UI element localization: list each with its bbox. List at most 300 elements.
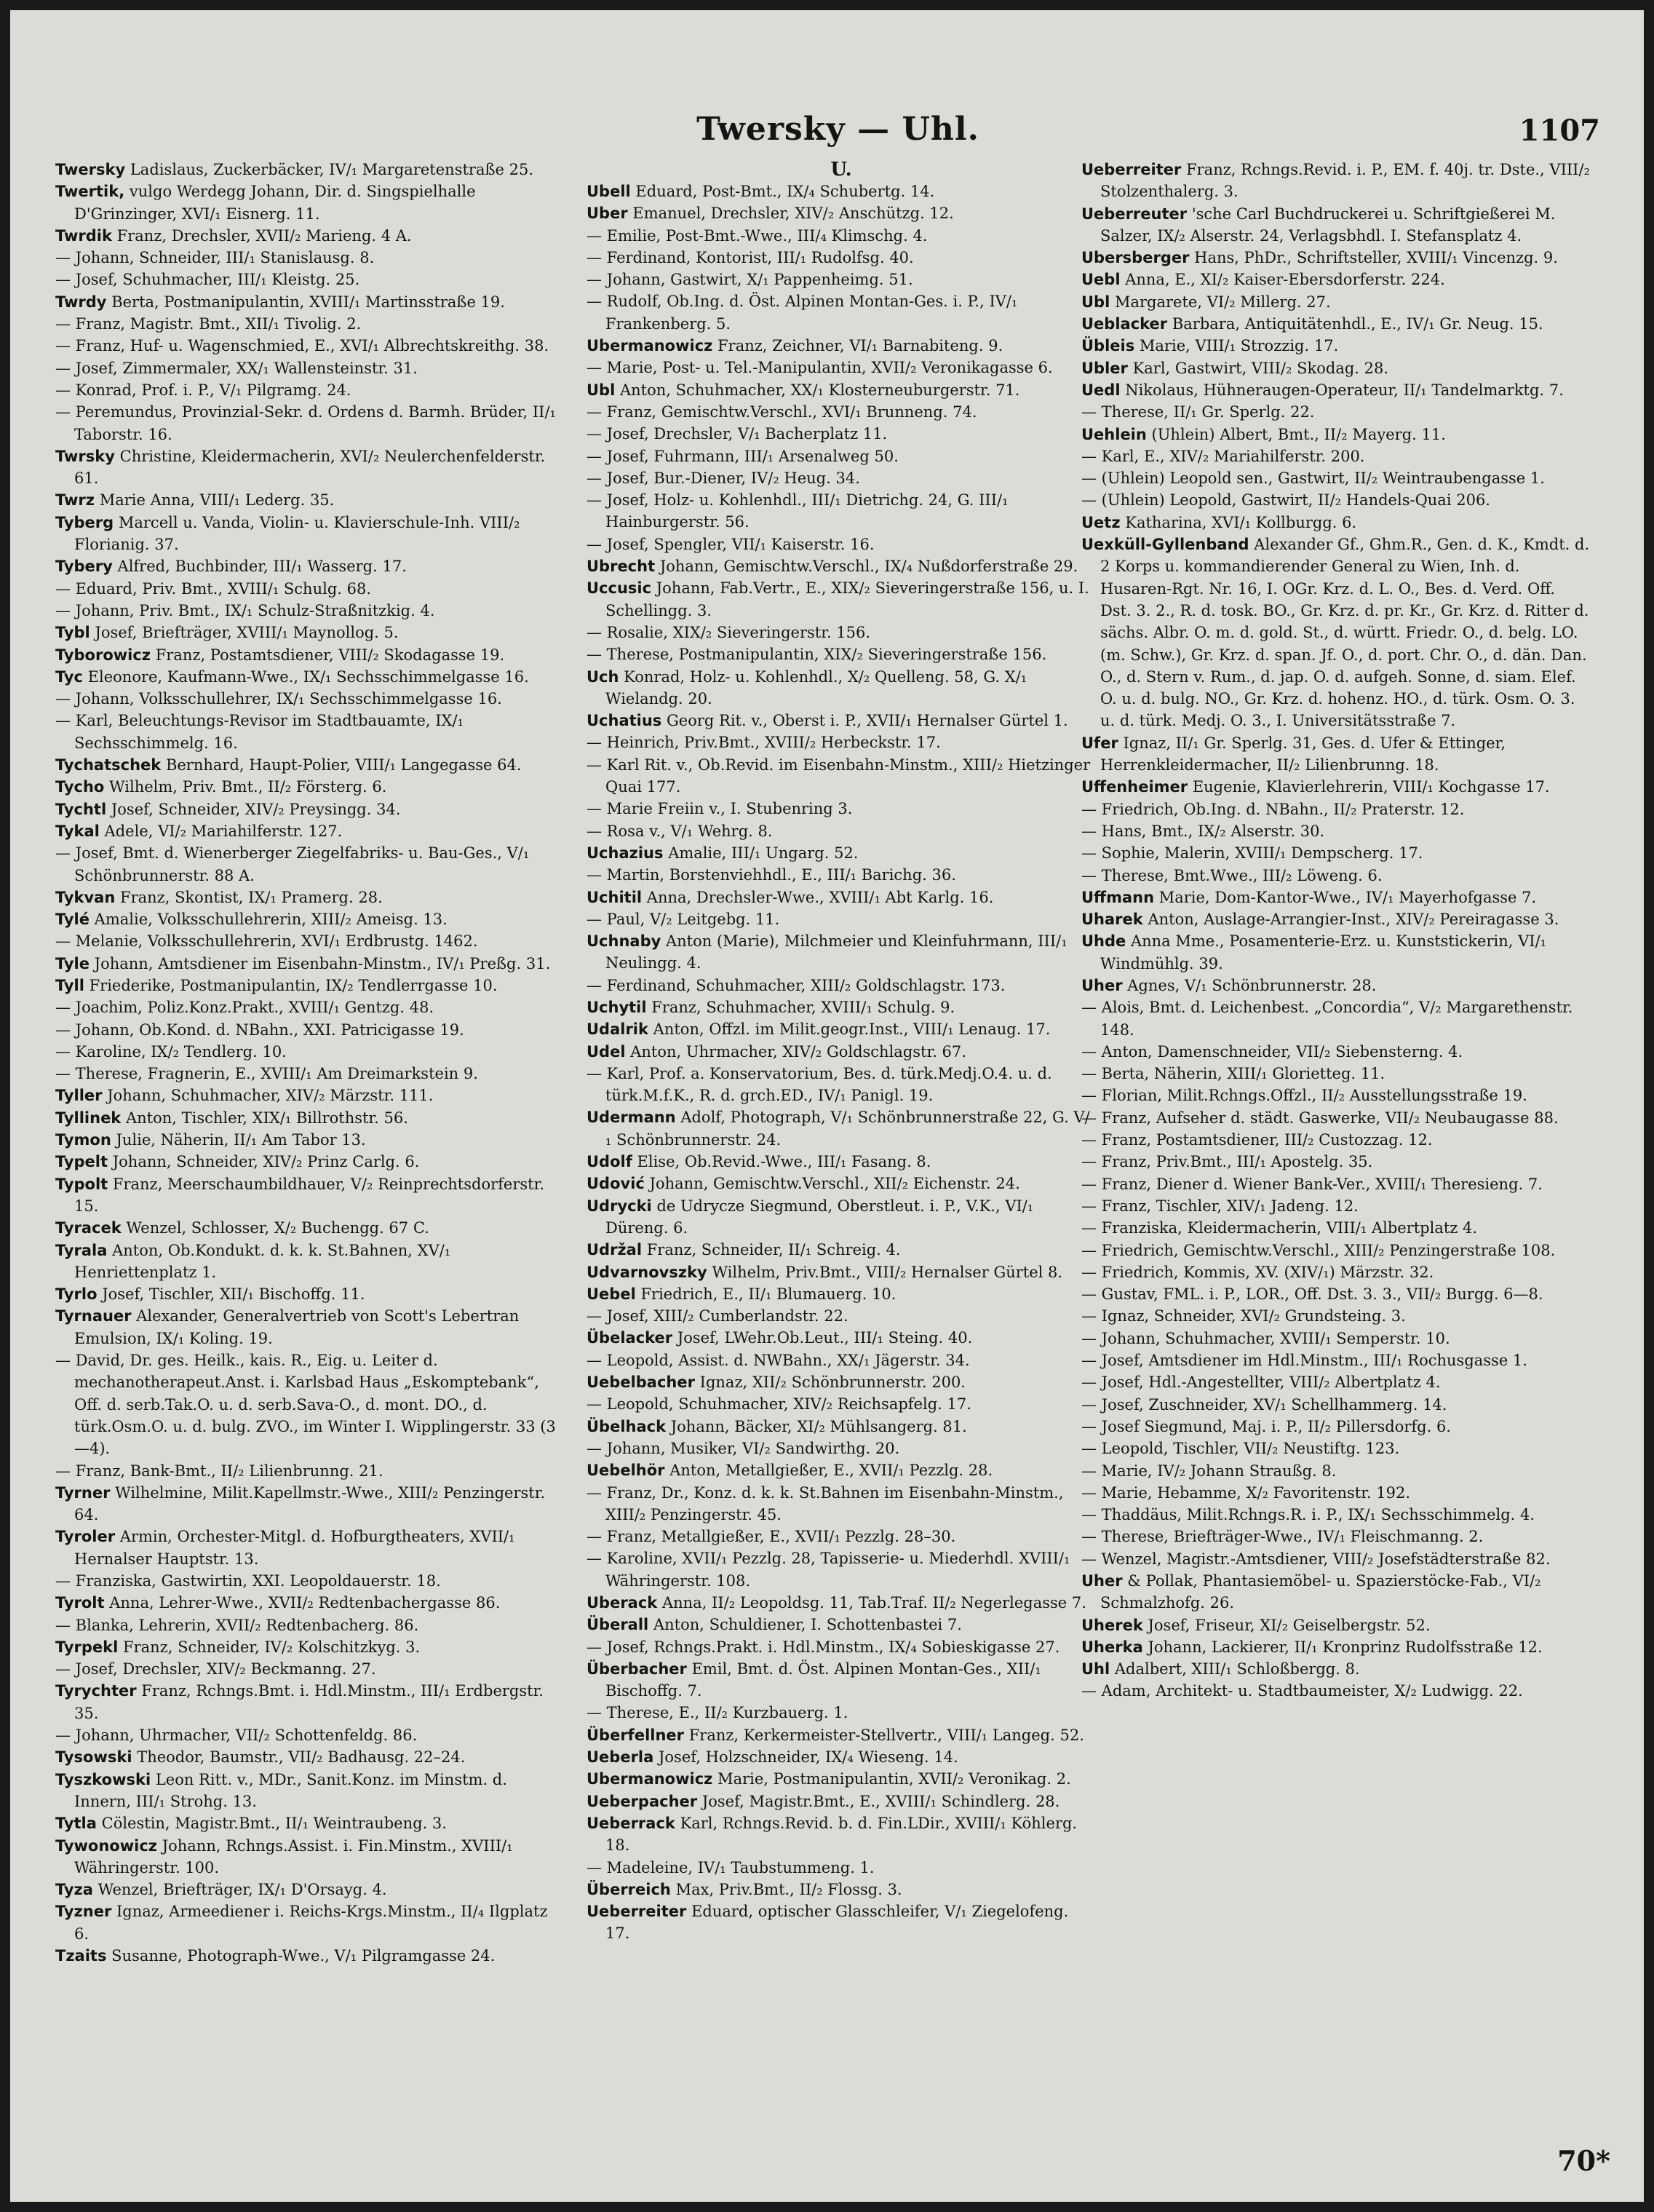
entry-details: — Josef, Holz- u. Kohlenhdl., III/₁ Dietrichg. 24, G. III/₁ Hainburgerstr. 56.	[587, 491, 1009, 531]
entry-details: Josef, Briefträger, XVIII/₁ Maynollog. 5.	[95, 624, 399, 642]
directory-entry	[55, 1107, 565, 1129]
entry-details: — Therese, Briefträger-Wwe., IV/₁ Fleischmanng. 2.	[1081, 1528, 1484, 1546]
directory-entry	[55, 666, 565, 688]
directory-entry	[587, 820, 1096, 842]
entry-surname: Tyzner	[55, 1903, 112, 1921]
entry-details: — Franz, Huf- u. Wagenschmied, E., XVI/₁ Albrechtskreithg. 38.	[55, 337, 549, 355]
directory-entry	[587, 467, 1096, 489]
directory-entry	[55, 1063, 565, 1085]
entry-surname: Ueberpacher	[587, 1792, 698, 1810]
directory-entry	[1081, 1570, 1591, 1614]
entry-details: — Josef, Hdl.-Angestellter, VIII/₂ Albertplatz 4.	[1081, 1373, 1441, 1392]
entry-surname: Ubell	[587, 183, 631, 200]
entry-details: Amalie, III/₁ Ungarg. 52.	[668, 844, 859, 862]
entry-details: Katharina, XVI/₁ Kollburgg. 6.	[1125, 513, 1357, 531]
entry-details: Eugenie, Klavierlehrerin, VIII/₁ Kochgasse 17.	[1192, 778, 1550, 796]
entry-details: Marie Anna, VIII/₁ Lederg. 35.	[99, 491, 335, 510]
directory-entry	[55, 1900, 565, 1945]
entry-surname: Uchazius	[587, 844, 664, 862]
directory-entry	[587, 335, 1096, 357]
directory-entry	[55, 247, 565, 269]
directory-entry	[1081, 1460, 1591, 1482]
entry-details: Bernhard, Haupt-Polier, VIII/₁ Langegasse 64.	[165, 756, 522, 774]
directory-entry	[1081, 798, 1591, 820]
directory-entry	[55, 489, 565, 511]
directory-entry	[55, 622, 565, 643]
directory-entry	[1081, 1283, 1591, 1305]
directory-entry	[1081, 1416, 1591, 1438]
entry-surname: Tykvan	[55, 888, 116, 906]
entry-details: Agnes, V/₁ Schönbrunnerstr. 28.	[1127, 976, 1377, 994]
directory-entry	[1081, 1482, 1591, 1504]
entry-surname: Uchnaby	[587, 932, 661, 951]
entry-details: Max, Priv.Bmt., II/₂ Flossg. 3.	[675, 1880, 902, 1898]
entry-details: Anna, II/₂ Leopoldsg. 11, Tab.Traf. II/₂ Negerlegasse 7.	[661, 1594, 1086, 1612]
entry-surname: Udvarnovszky	[587, 1263, 707, 1281]
directory-entry	[55, 1526, 565, 1570]
entry-details: Marie, VIII/₁ Strozzig. 17.	[1139, 337, 1339, 355]
directory-entry	[1081, 975, 1591, 996]
entry-details: Franz, Rchngs.Bmt. i. Hdl.Minstm., III/₁ Erdbergstr. 35.	[74, 1682, 544, 1722]
entry-surname: Tycho	[55, 778, 105, 796]
directory-entry	[587, 1393, 1096, 1415]
directory-entry	[1081, 1305, 1591, 1327]
entry-surname: Uehlein	[1081, 425, 1147, 443]
entry-details: — Johann, Uhrmacher, VII/₂ Schottenfeldg. 86.	[55, 1727, 418, 1745]
directory-entry	[587, 1746, 1096, 1768]
directory-entry	[587, 555, 1096, 577]
entry-surname: Uchatius	[587, 712, 662, 730]
directory-entry	[55, 181, 565, 225]
directory-entry	[587, 1018, 1096, 1040]
entry-details: — (Uhlein) Leopold, Gastwirt, II/₂ Handels-Quai 206.	[1081, 491, 1490, 510]
entry-surname: Überall	[587, 1616, 649, 1634]
directory-entry	[587, 864, 1096, 886]
entry-surname: Uchitil	[587, 888, 643, 906]
entry-details: — Ignaz, Schneider, XVI/₂ Grundsteing. 3.	[1081, 1307, 1406, 1325]
directory-entry	[55, 313, 565, 335]
entry-details: Johann, Schuhmacher, XIV/₂ Märzstr. 111.	[107, 1087, 434, 1105]
entry-surname: Tylé	[55, 911, 90, 929]
directory-entry	[55, 776, 565, 798]
entry-details: — Madeleine, IV/₁ Taubstummeng. 1.	[587, 1858, 875, 1876]
entry-details: — Franz, Aufseher d. städt. Gaswerke, VII/₂ Neubaugasse 88.	[1081, 1109, 1559, 1127]
entry-details: Margarete, VI/₂ Millerg. 27.	[1114, 293, 1331, 311]
entry-details: — Karl, E., XIV/₂ Mariahilferstr. 200.	[1081, 447, 1365, 465]
entry-details: Anton, Schuhmacher, XX/₁ Klosterneuburgerstr. 71.	[619, 381, 1020, 399]
entry-details: — Anton, Damenschneider, VII/₂ Siebensterng. 4.	[1081, 1042, 1463, 1061]
entry-surname: Ubl	[1081, 293, 1110, 311]
directory-entry	[55, 159, 565, 181]
directory-entry	[55, 975, 565, 996]
directory-entry	[587, 754, 1096, 798]
entry-surname: Tyroler	[55, 1528, 116, 1546]
entry-surname: Tychatschek	[55, 756, 162, 774]
directory-entry	[1081, 1173, 1591, 1195]
column-2	[587, 159, 1096, 2146]
entry-details: Marie, Postmanipulantin, XVII/₂ Veronikag. 2.	[717, 1770, 1071, 1788]
directory-entry	[1081, 1394, 1591, 1416]
entry-surname: Uebelhör	[587, 1462, 665, 1480]
entry-details: Leon Ritt. v., MDr., Sanit.Konz. im Minstm. d. Innern, III/₁ Strohg. 13.	[74, 1770, 507, 1810]
entry-details: — Johann, Schneider, III/₁ Stanislausg. 8.	[55, 249, 375, 267]
directory-entry	[587, 1371, 1096, 1393]
directory-entry	[587, 1063, 1096, 1107]
directory-entry	[587, 1482, 1096, 1526]
entry-details: Emanuel, Drechsler, XIV/₂ Anschützg. 12.	[632, 205, 954, 223]
directory-entry	[55, 908, 565, 930]
entry-details: Franz, Postamtsdiener, VIII/₂ Skodagasse 19.	[155, 646, 505, 664]
directory-entry	[587, 643, 1096, 665]
entry-surname: Uber	[587, 205, 628, 223]
entry-details: — Josef, Zimmermaler, XX/₁ Wallensteinstr. 31.	[55, 359, 418, 377]
entry-details: Adalbert, XIII/₁ Schloßbergg. 8.	[1114, 1660, 1360, 1678]
directory-entry	[587, 247, 1096, 269]
directory-entry	[1081, 159, 1591, 203]
entry-details: Johann, Fab.Vertr., E., XIX/₂ Sieveringerstraße 156, u. I. Schellingg. 3.	[605, 579, 1089, 619]
directory-page	[10, 10, 1644, 2202]
entry-details: Franz, Meerschaumbildhauer, V/₂ Reinprechtsdorferstr. 15.	[74, 1175, 545, 1215]
directory-entry	[1081, 1680, 1591, 1702]
entry-details: Josef, LWehr.Ob.Leut., III/₁ Steing. 40.	[677, 1329, 973, 1347]
entry-details: — Marie, Post- u. Tel.-Manipulantin, XVII/₂ Veronikagasse 6.	[587, 359, 1053, 377]
directory-entry	[1081, 203, 1591, 247]
directory-entry	[55, 269, 565, 290]
entry-surname: Twrdy	[55, 293, 107, 311]
entry-surname: Überfellner	[587, 1726, 685, 1744]
entry-details: Josef, Magistr.Bmt., E., XVIII/₁ Schindlerg. 28.	[701, 1792, 1060, 1810]
directory-entry	[55, 1349, 565, 1459]
directory-entry	[1081, 908, 1591, 930]
entry-details: Anton, Offzl. im Milit.geogr.Inst., VIII/₁ Lenaug. 17.	[653, 1020, 1051, 1039]
entry-details: 'sche Carl Buchdruckerei u. Schriftgießerei M. Salzer, IX/₂ Alserstr. 24, Verlagsbhdl. I. Stefansplatz 4.	[1100, 205, 1556, 245]
entry-surname: Tytla	[55, 1815, 97, 1833]
entry-surname: Tybl	[55, 624, 90, 642]
entry-details: — Josef, Amtsdiener im Hdl.Minstm., III/₁ Rochusgasse 1.	[1081, 1352, 1527, 1370]
directory-entry	[55, 1085, 565, 1106]
entry-surname: Udrycki	[587, 1197, 652, 1215]
entry-details: Johann, Bäcker, XI/₂ Mühlsangerg. 81.	[670, 1417, 967, 1435]
directory-entry	[587, 1724, 1096, 1746]
directory-entry	[587, 1261, 1096, 1283]
entry-surname: Ueberreuter	[1081, 205, 1188, 223]
directory-entry	[55, 335, 565, 357]
entry-details: — Johann, Musiker, VI/₂ Sandwirthg. 20.	[587, 1439, 900, 1457]
directory-entry	[1081, 842, 1591, 864]
directory-entry	[587, 887, 1096, 908]
directory-entry	[1081, 930, 1591, 975]
directory-entry	[587, 732, 1096, 753]
entry-details: — Wenzel, Magistr.-Amtsdiener, VIII/₂ Josefstädterstraße 82.	[1081, 1550, 1551, 1568]
entry-surname: Ueberrack	[587, 1814, 675, 1832]
directory-entry	[587, 1526, 1096, 1547]
entry-details: Anton, Metallgießer, E., XVII/₁ Pezzlg. 28.	[669, 1462, 993, 1480]
entry-details: — Franz, Tischler, XIV/₁ Jadeng. 12.	[1081, 1197, 1359, 1215]
entry-surname: Twrz	[55, 491, 95, 510]
entry-details: — Marie, IV/₂ Johann Straußg. 8.	[1081, 1462, 1337, 1480]
directory-entry	[1081, 313, 1591, 335]
directory-entry	[55, 1835, 565, 1879]
entry-details: Karl, Gastwirt, VIII/₂ Skodag. 28.	[1132, 359, 1389, 377]
entry-surname: Ubermanowicz	[587, 1770, 713, 1788]
directory-entry	[55, 512, 565, 556]
directory-entry	[587, 1151, 1096, 1173]
directory-entry	[587, 908, 1096, 930]
directory-entry	[587, 577, 1096, 622]
directory-entry	[55, 644, 565, 666]
entry-details: Alfred, Buchbinder, III/₁ Wasserg. 17.	[117, 558, 407, 576]
directory-entry	[587, 379, 1096, 401]
directory-entry	[587, 1768, 1096, 1790]
entry-details: — Paul, V/₂ Leitgebg. 11.	[587, 910, 780, 928]
entry-surname: Uherka	[1081, 1638, 1143, 1656]
entry-details: — Blanka, Lehrerin, XVII/₂ Redtenbacherg. 86.	[55, 1616, 419, 1634]
entry-details: Adele, VI/₂ Mariahilferstr. 127.	[104, 822, 343, 840]
entry-details: — Emilie, Post-Bmt.-Wwe., III/₄ Klimschg. 4.	[587, 226, 928, 245]
entry-details: — Therese, Bmt.Wwe., III/₂ Löweng. 6.	[1081, 866, 1383, 884]
entry-details: Josef, Schneider, XIV/₂ Preysingg. 34.	[111, 800, 401, 818]
entry-surname: Udović	[587, 1175, 645, 1193]
directory-entry	[587, 534, 1096, 555]
entry-details: — Karoline, XVII/₁ Pezzlg. 28, Tapisserie- u. Miederhdl. XVIII/₁ Währingerstr. 108.	[587, 1550, 1070, 1590]
entry-surname: Tyrlo	[55, 1285, 98, 1304]
entry-surname: Tyberg	[55, 513, 114, 531]
entry-details: Georg Rit. v., Oberst i. P., XVII/₁ Hernalser Gürtel 1.	[667, 712, 1068, 730]
entry-surname: Tyrpekl	[55, 1638, 119, 1656]
directory-entry	[55, 798, 565, 820]
entry-details: Johann, Rchngs.Assist. i. Fin.Minstm., XVIII/₁ Währingerstr. 100.	[74, 1836, 513, 1876]
directory-entry	[587, 1438, 1096, 1459]
directory-entry	[55, 1636, 565, 1658]
directory-entry	[55, 1724, 565, 1746]
entry-details: — Thaddäus, Milit.Rchngs.R. i. P., IX/₁ Sechsschimmelg. 4.	[1081, 1506, 1535, 1524]
entry-details: Anna, E., XI/₂ Kaiser-Ebersdorferstr. 224.	[1125, 271, 1445, 289]
directory-entry	[55, 953, 565, 975]
directory-entry	[587, 1459, 1096, 1481]
directory-entry	[1081, 732, 1591, 777]
entry-details: Eduard, optischer Glasschleifer, V/₁ Ziegelofeng. 17.	[605, 1903, 1069, 1943]
entry-details: Eduard, Post-Bmt., IX/₄ Schubertg. 14.	[635, 183, 935, 200]
entry-details: — Sophie, Malerin, XVIII/₁ Dempscherg. 17.	[1081, 844, 1423, 863]
directory-entry	[55, 688, 565, 710]
entry-details: — Therese, Postmanipulantin, XIX/₂ Sieveringerstraße 156.	[587, 646, 1047, 664]
entry-details: Adolf, Photograph, V/₁ Schönbrunnerstraße 22, G. V/₁ Schönbrunnerstr. 24.	[605, 1109, 1090, 1149]
directory-entry	[55, 1658, 565, 1680]
entry-surname: Ueberreiter	[587, 1903, 687, 1921]
entry-details: — Franz, Diener d. Wiener Bank-Ver., XVIII/₁ Theresieng. 7.	[1081, 1175, 1543, 1193]
entry-details: Ignaz, II/₁ Gr. Sperlg. 31, Ges. d. Ufer & Ettinger, Herrenkleidermacher, II/₂ Lilienbrunng. 18.	[1100, 734, 1506, 774]
entry-surname: Uedl	[1081, 381, 1121, 399]
directory-entry	[1081, 887, 1591, 908]
entry-details: — Johann, Schuhmacher, XVIII/₁ Semperstr. 10.	[1081, 1329, 1450, 1347]
directory-entry	[1081, 1129, 1591, 1151]
entry-surname: Übelhack	[587, 1417, 667, 1435]
entry-surname: Udolf	[587, 1153, 632, 1171]
directory-entry	[1081, 1151, 1591, 1173]
directory-entry	[55, 379, 565, 401]
entry-details: — Josef, Schuhmacher, III/₁ Kleistg. 25.	[55, 271, 360, 289]
directory-entry	[1081, 1217, 1591, 1239]
entry-surname: Tyrnauer	[55, 1307, 132, 1325]
entry-details: — Martin, Borstenviehhdl., E., III/₁ Barichg. 36.	[587, 866, 956, 884]
entry-details: Johann, Lackierer, II/₁ Kronprinz Rudolfsstraße 12.	[1148, 1638, 1543, 1656]
directory-entry	[587, 1658, 1096, 1702]
directory-entry	[55, 996, 565, 1018]
entry-surname: Twrsky	[55, 447, 115, 465]
entry-details: — Josef, Fuhrmann, III/₁ Arsenalweg 50.	[587, 447, 899, 465]
directory-entry	[55, 1460, 565, 1482]
entry-details: Anton, Schuldiener, I. Schottenbastei 7.	[653, 1616, 962, 1634]
directory-entry	[1081, 1371, 1591, 1393]
entry-details: — Berta, Näherin, XIII/₁ Glorietteg. 11.	[1081, 1065, 1385, 1083]
entry-details: — Josef, Drechsler, V/₁ Bacherplatz 11.	[587, 425, 888, 443]
entry-details: Julie, Näherin, II/₁ Am Tabor 13.	[116, 1131, 366, 1149]
entry-details: — Marie, Hebamme, X/₂ Favoritenstr. 192.	[1081, 1483, 1411, 1502]
directory-entry	[1081, 445, 1591, 467]
directory-entry	[55, 1129, 565, 1151]
directory-entry	[587, 666, 1096, 710]
entry-details: Theodor, Baumstr., VII/₂ Badhausg. 22–24.	[137, 1748, 466, 1767]
entry-details: — Franz, Postamtsdiener, III/₂ Custozzag. 12.	[1081, 1131, 1433, 1149]
directory-entry	[55, 930, 565, 952]
entry-surname: Ueberreiter	[1081, 161, 1182, 178]
entry-details: — Josef, Rchngs.Prakt. i. Hdl.Minstm., IX/₄ Sobieskigasse 27.	[587, 1638, 1060, 1656]
directory-entry	[1081, 996, 1591, 1041]
entry-surname: Tyrolt	[55, 1594, 105, 1612]
directory-entry	[1081, 401, 1591, 423]
entry-surname: Tyracek	[55, 1219, 122, 1237]
entry-surname: Tyrychter	[55, 1682, 137, 1700]
entry-details: — Therese, Fragnerin, E., XVIII/₁ Am Dreimarkstein 9.	[55, 1065, 478, 1083]
directory-entry	[587, 1239, 1096, 1261]
entry-details: Amalie, Volksschullehrerin, XIII/₂ Ameisg. 13.	[94, 911, 448, 929]
entry-details: Anton (Marie), Milchmeier und Kleinfuhrmann, III/₁ Neulingg. 4.	[605, 932, 1067, 972]
entry-details: — Franz, Gemischtw.Verschl., XVI/₁ Brunneng. 74.	[587, 403, 977, 421]
entry-details: Friederike, Postmanipulantin, IX/₂ Tendlerrgasse 10.	[89, 976, 498, 994]
directory-entry	[1081, 1041, 1591, 1063]
directory-entry	[55, 1305, 565, 1349]
directory-entry	[55, 1019, 565, 1041]
directory-entry	[587, 1173, 1096, 1194]
entry-details: (Uhlein) Albert, Bmt., II/₂ Mayerg. 11.	[1151, 425, 1446, 443]
directory-entry	[587, 423, 1096, 445]
directory-entry	[55, 600, 565, 622]
entry-surname: Tyrala	[55, 1241, 108, 1259]
directory-entry	[55, 1151, 565, 1173]
entry-details: vulgo Werdegg Johann, Dir. d. Singspielhalle D'Grinzinger, XVI/₁ Eisnerg. 11.	[74, 183, 476, 223]
directory-entry	[587, 798, 1096, 820]
entry-details: Wenzel, Briefträger, IX/₁ D'Orsayg. 4.	[98, 1881, 387, 1899]
directory-entry	[587, 445, 1096, 467]
entry-surname: Uchytil	[587, 998, 647, 1016]
entry-details: Susanne, Photograph-Wwe., V/₁ Pilgramgasse 24.	[111, 1947, 496, 1965]
running-head: Twersky — Uhl.	[696, 111, 979, 148]
entry-details: — Melanie, Volksschullehrerin, XVI/₁ Erdbrustg. 1462.	[55, 932, 478, 951]
entry-surname: Tyc	[55, 667, 83, 686]
entry-details: — Friedrich, Gemischtw.Verschl., XIII/₂ Penzingerstraße 108.	[1081, 1241, 1556, 1259]
entry-details: — Josef, Drechsler, XIV/₂ Beckmanng. 27.	[55, 1660, 376, 1678]
entry-details: — Josef, XIII/₂ Cumberlandstr. 22.	[587, 1307, 848, 1325]
directory-entry	[587, 622, 1096, 643]
directory-entry	[587, 842, 1096, 864]
directory-entry	[1081, 357, 1591, 379]
entry-surname: Uebelbacher	[587, 1373, 695, 1392]
directory-entry	[587, 1547, 1096, 1592]
entry-surname: Uberack	[587, 1594, 658, 1612]
directory-entry	[587, 1349, 1096, 1371]
entry-details: — Rudolf, Ob.Ing. d. Öst. Alpinen Montan-Ges. i. P., IV/₁ Frankenberg. 5.	[587, 293, 1018, 333]
directory-entry	[1081, 1438, 1591, 1459]
directory-entry	[587, 930, 1096, 975]
entry-details: — Konrad, Prof. i. P., V/₁ Pilgramg. 24.	[55, 381, 351, 399]
entry-details: — Karl, Prof. a. Konservatorium, Bes. d. türk.Medj.O.4. u. d. türk.M.f.K., R. d. grch.ED., IV/₁ Panigl. 19.	[587, 1064, 1052, 1105]
entry-details: Berta, Postmanipulantin, XVIII/₁ Martinsstraße 19.	[111, 293, 505, 311]
entry-details: — Leopold, Assist. d. NWBahn., XX/₁ Jägerstr. 34.	[587, 1351, 970, 1369]
entry-surname: Tyller	[55, 1087, 103, 1105]
section-letter-heading: U.	[830, 159, 852, 181]
directory-entry	[587, 1416, 1096, 1438]
directory-entry	[587, 1106, 1096, 1151]
directory-entry	[55, 225, 565, 247]
entry-surname: Uffenheimer	[1081, 778, 1188, 796]
directory-entry	[587, 357, 1096, 378]
entry-details: Anna, Drechsler-Wwe., XVIII/₁ Abt Karlg. 16.	[646, 888, 994, 906]
directory-entry	[1081, 1261, 1591, 1283]
directory-entry	[55, 1746, 565, 1768]
entry-details: — Franz, Dr., Konz. d. k. k. St.Bahnen im Eisenbahn-Minstm., XIII/₂ Penzingerstr. 45.	[587, 1483, 1064, 1523]
entry-surname: Tysowski	[55, 1748, 132, 1767]
directory-entry	[587, 401, 1096, 423]
entry-details: — Adam, Architekt- u. Stadtbaumeister, X/₂ Ludwigg. 22.	[1081, 1682, 1523, 1700]
directory-entry	[55, 1482, 565, 1526]
directory-entry	[587, 1327, 1096, 1349]
entry-details: — Eduard, Priv. Bmt., XVIII/₁ Schulg. 68.	[55, 579, 372, 598]
entry-surname: Ubersberger	[1081, 249, 1190, 267]
directory-entry	[55, 1769, 565, 1813]
directory-entry	[1081, 512, 1591, 534]
directory-entry	[55, 1173, 565, 1218]
entry-details: — Franz, Magistr. Bmt., XII/₁ Tivolig. 2.	[55, 315, 362, 333]
directory-entry	[1081, 1504, 1591, 1526]
entry-details: — Rosa v., V/₁ Wehrg. 8.	[587, 822, 773, 840]
directory-entry	[587, 1879, 1096, 1900]
directory-entry	[55, 1945, 565, 1967]
entry-details: Franz, Drechsler, XVII/₂ Marieng. 4 A.	[116, 226, 412, 245]
entry-details: — David, Dr. ges. Heilk., kais. R., Eig. u. Leiter d. mechanotherapeut.Anst. i. Karlsbad Haus „Eskomptebank“, Off. d. serb.Tak.O. u. d. serb.Sava-O., d. mont. DO., d. türk.Osm.O. u. d. bulg. ZVO., im Winter I. Wipplingerstr. 33 (3—4).	[55, 1352, 556, 1458]
entry-surname: Ufer	[1081, 734, 1118, 752]
directory-entry	[55, 842, 565, 887]
entry-details: — Josef, Bur.-Diener, IV/₂ Heug. 34.	[587, 469, 860, 487]
directory-entry	[55, 1879, 565, 1900]
entry-details: — Therese, E., II/₂ Kurzbauerg. 1.	[587, 1704, 848, 1722]
entry-details: Christine, Kleidermacherin, XVI/₂ Neulerchenfelderstr. 61.	[74, 447, 546, 488]
entry-details: — Friedrich, Ob.Ing. d. NBahn., II/₂ Praterstr. 12.	[1081, 800, 1465, 818]
directory-entry	[1081, 291, 1591, 313]
entry-details: Elise, Ob.Revid.-Wwe., III/₁ Fasang. 8.	[637, 1153, 931, 1171]
entry-details: Wenzel, Schlosser, X/₂ Buchengg. 67 C.	[126, 1219, 429, 1237]
directory-entry	[1081, 1526, 1591, 1547]
entry-details: Marie, Dom-Kantor-Wwe., IV/₁ Mayerhofgasse 7.	[1158, 888, 1537, 906]
directory-entry	[1081, 1328, 1591, 1349]
entry-details: Cölestin, Magistr.Bmt., II/₁ Weintraubeng. 3.	[101, 1815, 447, 1833]
entry-surname: Typelt	[55, 1153, 108, 1171]
entry-surname: Tyborowicz	[55, 646, 151, 664]
directory-entry	[587, 996, 1096, 1018]
entry-details: — Joachim, Poliz.Konz.Prakt., XVIII/₁ Gentzg. 48.	[55, 999, 434, 1017]
entry-details: Josef, Holzschneider, IX/₄ Wieseng. 14.	[658, 1748, 958, 1767]
entry-surname: Ubler	[1081, 359, 1128, 377]
entry-details: — Franz, Priv.Bmt., III/₁ Apostelg. 35.	[1081, 1153, 1373, 1171]
